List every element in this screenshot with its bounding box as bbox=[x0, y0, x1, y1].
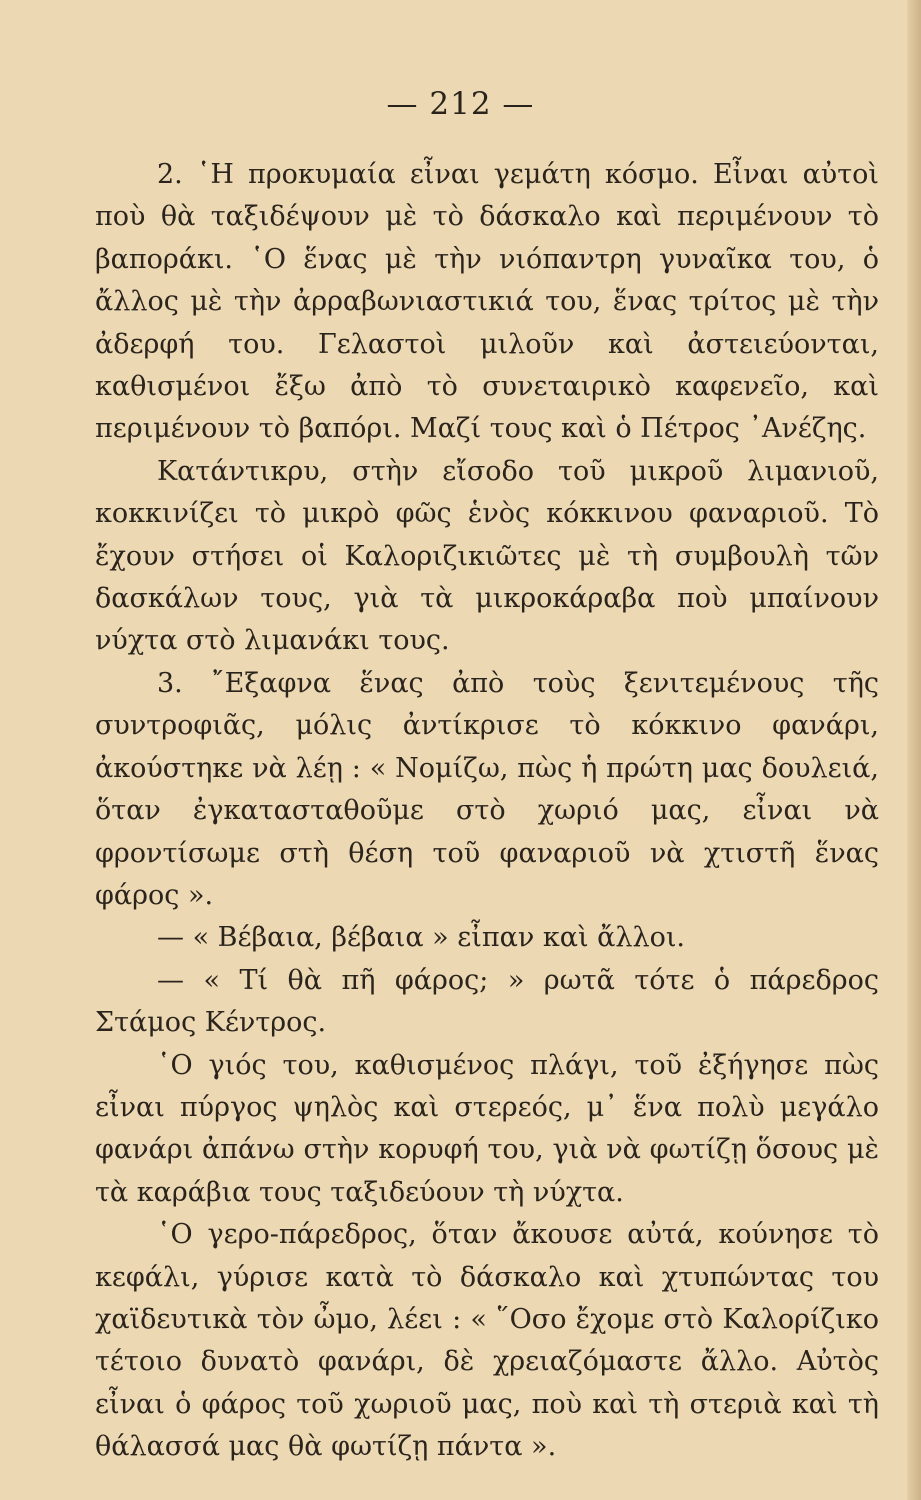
paragraph-5: — « Τί θὰ πῆ φάρος; » ρωτᾶ τότε ὁ πάρεδρος Στάμος Κέντρος. bbox=[95, 964, 879, 1039]
body-text bbox=[95, 154, 879, 1469]
paragraph-4: — « Βέβαια, βέβαια » εἶπαν καὶ ἄλλοι. bbox=[157, 922, 685, 954]
page-number: — 212 — bbox=[386, 86, 535, 122]
paragraph-7: ῾Ο γερο-πάρεδρος, ὅταν ἄκουσε αὐτά, κούνησε τὸ κεφάλι, γύρισε κατὰ τὸ δάσκαλο καὶ χτυπώντας του χαϊδευτικὰ τὸν ὦμο, λέει : « ῞Οσο ἔχομε στὸ Καλορίζικο τέτοιο δυνατὸ φανάρι, δὲ χρειαζόμαστε ἄλλο. Αὐτὸς εἶναι ὁ φάρος τοῦ χωριοῦ μας, ποὺ καὶ τὴ στεριὰ καὶ τὴ θάλασσά μας θὰ φωτίζῃ πάντα ». bbox=[95, 1219, 879, 1463]
paragraph-6: ῾Ο γιός του, καθισμένος πλάγι, τοῦ ἐξήγησε πὼς εἶναι πύργος ψηλὸς καὶ στερεός, μ᾿ ἕνα πολὺ μεγάλο φανάρι ἀπάνω στὴν κορυφή του, γιὰ νὰ φωτίζῃ ὅσους μὲ τὰ καράβια τους ταξιδεύουν τὴ νύχτα. bbox=[95, 1049, 879, 1208]
paragraph-3: 3. ῎Εξαφνα ἕνας ἀπὸ τοὺς ξενιτεμένους τῆς συντροφιᾶς, μόλις ἀντίκρισε τὸ κόκκινο φανάρι, ἀκούστηκε νὰ λέῃ : « Νομίζω, πὼς ἡ πρώτη μας δουλειά, ὅταν ἐγκατασταθοῦμε στὸ χωριό μας, εἶναι νὰ φροντίσωμε στὴ θέση τοῦ φαναριοῦ νὰ χτιστῆ ἕνας φάρος ». bbox=[95, 667, 879, 911]
paragraph-2: Κατάντικρυ, στὴν εἴσοδο τοῦ μικροῦ λιμανιοῦ, κοκκινίζει τὸ μικρὸ φῶς ἑνὸς κόκκινου φαναριοῦ. Τὸ ἔχουν στήσει οἱ Καλοριζικιῶτες μὲ τὴ συμβουλὴ τῶν δασκάλων τους, γιὰ τὰ μικροκάραβα ποὺ μπαίνουν νύχτα στὸ λιμανάκι τους. bbox=[95, 455, 879, 657]
page-edge-shadow bbox=[907, 0, 921, 1500]
paragraph-1: 2. ῾Η προκυμαία εἶναι γεμάτη κόσμο. Εἶναι αὐτοὶ ποὺ θὰ ταξιδέψουν μὲ τὸ δάσκαλο καὶ περιμένουν τὸ βαποράκι. ῾Ο ἕνας μὲ τὴν νιόπαντρη γυναῖκα του, ὁ ἄλλος μὲ τὴν ἀρραβωνιαστικιά του, ἕνας τρίτος μὲ τὴν ἀδερφή του. Γελαστοὶ μιλοῦν καὶ ἀστειεύονται, καθισμένοι ἔξω ἀπὸ τὸ συνεταιρικὸ καφενεῖο, καὶ περιμένουν τὸ βαπόρι. Μαζί τους καὶ ὁ Πέτρος ᾿Ανέζης. bbox=[95, 159, 879, 445]
